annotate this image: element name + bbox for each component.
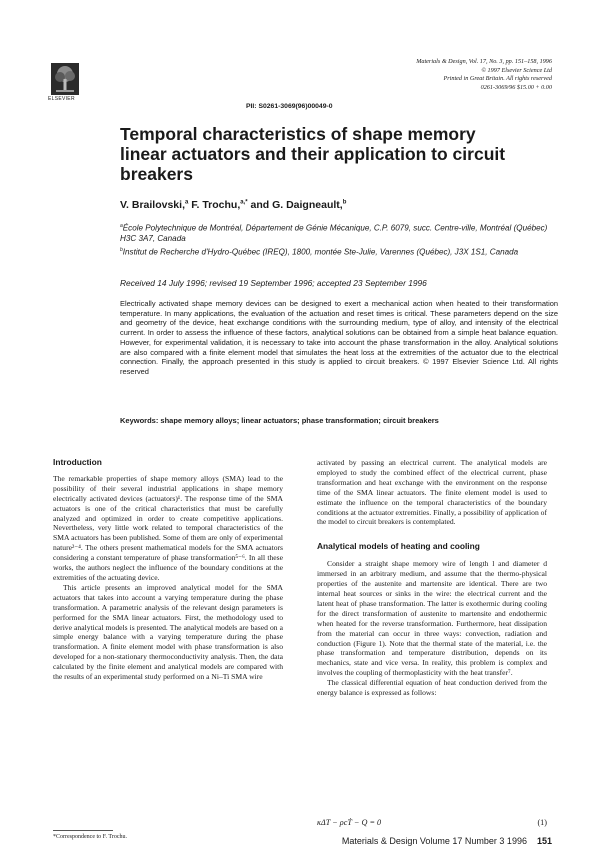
right-column (317, 458, 547, 698)
printed-line: Printed in Great Britain. All rights reserved (443, 75, 552, 83)
journal-info (372, 58, 552, 92)
body-paragraph: Consider a straight shape memory wire of length l and diameter d immersed in an arbitrary medium, and assume that the thermo-physical properties of the austenite and martensite are identical. There are two internal heat sources or sinks in the wire: the electrical current and the latent heat of phase transformation. The latter is exothermic during cooling for the direct transformation of austenite to martensite and endothermic when heated for the reverse transformation. Furthermore, heat dissipation from the material can occur in three ways: convection, radiation and conduction (Figure 1). Note that the thermal state of the material, i.e. the phase transformation and temperature distribution, depends on its mechanics, state and vice versa. In reality, this problem is complex and involves the coupling of thermoplasticity with the heat transfer⁷. (317, 559, 547, 678)
page-number: 151 (536, 836, 552, 846)
author-affil-mark: a (184, 199, 189, 206)
keywords: Keywords: shape memory alloys; linear actuators; phase transformation; circuit breakers (120, 416, 439, 425)
body-paragraph: The classical differential equation of heat conduction derived from the energy balance is expressed as follows: (317, 678, 547, 698)
pii-code: PII: S0261-3069(96)00049-0 (246, 103, 333, 110)
issn-line: 0261-3069/96 $15.00 + 0.00 (480, 83, 552, 91)
affiliation-a (120, 221, 560, 245)
correspondence-footnote: *Correspondence to F. Trochu. (53, 834, 128, 840)
affiliation-text: École Polytechnique de Montréal, Département de Génie Mécanique, C.P. 6079, succ. Centre-ville, Montréal (Québec) H3C 3A7, Canada (120, 223, 548, 244)
footnote-divider (53, 830, 113, 831)
body-paragraph: activated by passing an electrical current. The analytical models are employed to study the combined effect of the electrical current, phase transformation and heat exchange with the environment on the response time of the SMA linear actuators. The finite element model is used to estimate the influence on the temporal characteristics of the boundary conditions at the actuator extremities. Finally, a possibility of application of the model to circuit breakers is contemplated. (317, 458, 547, 527)
affiliation-b (120, 245, 560, 258)
author-daigneault: and G. Daigneault, (247, 199, 343, 211)
author-list (120, 199, 346, 211)
affiliations (120, 221, 560, 258)
equation-number: (1) (537, 818, 547, 827)
author-affil-mark: a,* (240, 199, 248, 206)
footer-journal: Materials & Design Volume 17 Number 3 1996 (341, 836, 527, 846)
equation-1 (317, 818, 547, 827)
article-title: Temporal characteristics of shape memory linear actuators and their application to circuit breakers (120, 124, 506, 184)
received-dates: Received 14 July 1996; revised 19 September 1996; accepted 23 September 1996 (120, 278, 427, 288)
author-trochu: F. Trochu, (188, 199, 241, 211)
section-heading-analytical-models: Analytical models of heating and cooling (317, 541, 480, 552)
affiliation-mark: a (120, 223, 123, 229)
publisher-name: ELSEVIER (48, 96, 75, 102)
abstract: Electrically activated shape memory devices can be designed to exert a mechanical action when heated to their transformation temperature. In many applications, the evaluation of the actuation and reset times is critical. These parameters depend on the size and geometry of the device, heat exchange conditions with the surrounding medium, type of alloy, and intensity of the electrical current. In order to assess the influence of these factors, analytical solutions can be obtained from a simple heat balance equation. However, for experimental validation, it is necessary to take into account the phase transformation in the alloy. Analytical solutions are also compared with a finite element model that simulates the heat loss at the extremities of the actuator due to the electrical connection. Finally, the approach presented in this study is applied to circuit breakers. © 1997 Elsevier Science Ltd. All rights reserved (120, 299, 558, 376)
journal-citation: Materials & Design, Vol. 17, No. 3, pp. 151–158, 1996 (416, 58, 552, 65)
body-paragraph: This article presents an improved analytical model for the SMA actuators that takes into account a varying temperature during the phase transformation. A parametric analysis of the relevant design parameters is performed for the SMA linear actuators. First, the methodology used to derive analytical models is presented. The analytical models are based on a simple energy balance with a varying temperature during the phase transformation. A finite element model with phase transformation is also developed for a non-stationary thermoconductivity analysis. Then, the data calculated by the finite element and analytical models are compared with the results of an experimental study performed on a Ni–Ti SMA wire (53, 582, 283, 682)
affiliation-mark: b (120, 246, 123, 253)
page-footer (342, 836, 552, 846)
author-affil-mark: b (342, 199, 347, 206)
affiliation-text: Institut de Recherche d'Hydro-Québec (IREQ), 1800, montée Ste-Julie, Varennes (Québec), J3X 1S1, Canada (122, 247, 519, 257)
section-heading-introduction: Introduction (53, 457, 102, 467)
equation-text: κΔT − ρcṪ − Q = 0 (317, 818, 382, 827)
author-brailovski: V. Brailovski, (120, 199, 185, 211)
copyright-line: © 1997 Elsevier Science Ltd (481, 66, 552, 74)
tree-logo-icon (50, 62, 80, 96)
publisher-logo (50, 62, 80, 96)
body-paragraph: The remarkable properties of shape memory alloys (SMA) lead to the possibility of their several industrial applications in shape memory electrically activated devices (actuators)¹. The response time of the SMA actuators is one of the critical characteristics that must be carefully analyzed and optimized in order to create competitive applications. Nevertheless, very little work related to temporal characteristics of the SMA actuators has been published. Some of them are only of experimental nature²⁻⁴. The others present mathematical models for the SMA actuators considering a constant temperature of phase transformation⁵⁻⁶. In all these works, the authors neglect the influence of the boundary conditions at the extremities of the actuating device. (53, 473, 283, 582)
left-column (53, 458, 283, 682)
